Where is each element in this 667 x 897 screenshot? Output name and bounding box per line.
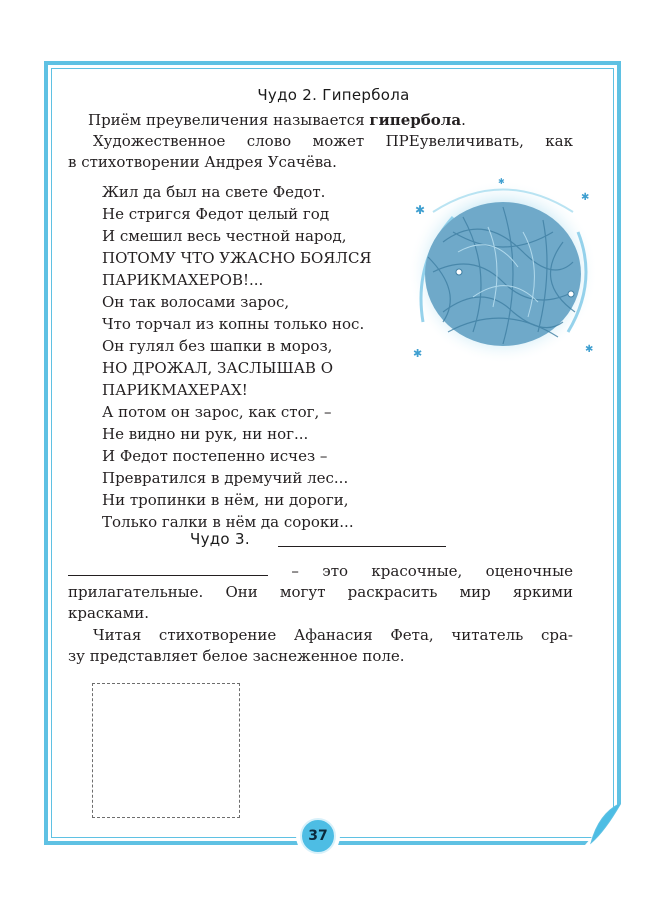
drawing-box[interactable] xyxy=(92,683,240,818)
svg-text:✱: ✱ xyxy=(581,192,590,203)
page-number: 37 xyxy=(300,818,336,854)
section-title-epithet: Чудо 3. xyxy=(190,530,250,548)
svg-text:✱: ✱ xyxy=(498,177,505,186)
poem-line: Он гулял без шапки в мороз, xyxy=(102,337,333,355)
poem-line: Он так волосами зарос, xyxy=(102,293,290,311)
svg-text:✱: ✱ xyxy=(585,344,594,355)
answer-blank-title[interactable] xyxy=(278,546,446,547)
poem-line: Превратился в дремучий лес... xyxy=(102,469,349,487)
poem-line: И смешил весь честной народ, xyxy=(102,227,347,245)
poem-line: Не видно ни рук, ни ног... xyxy=(102,425,309,443)
section-title-hyperbole: Чудо 2. Гипербола xyxy=(257,86,410,104)
poem xyxy=(102,181,422,533)
poem-line: Жил да был на свете Федот. xyxy=(102,183,326,201)
poem-line: А потом он зарос, как стог, – xyxy=(102,403,332,421)
epithet-definition: – это красочные, оценочные прилагательные. Они могут раскрасить мир яркими красками. xyxy=(68,562,573,622)
intro-paragraph: Художественное слово может ПРЕувеличивать, как в стихотворении Андрея Усачёва. xyxy=(68,132,573,171)
svg-text:✱: ✱ xyxy=(415,203,426,217)
poem-line: Не стригся Федот целый год xyxy=(102,205,330,223)
poem-line: Что торчал из копны только нос. xyxy=(102,315,365,333)
poem-line: Только галки в нём да сороки... xyxy=(102,513,354,531)
poem-line: ПОТОМУ ЧТО УЖАСНО БОЯЛСЯ xyxy=(102,249,372,267)
poem-line: НО ДРОЖАЛ, ЗАСЛЫШАВ О xyxy=(102,359,334,377)
answer-blank-term[interactable] xyxy=(68,561,268,576)
poem-line: Ни тропинки в нём, ни дороги, xyxy=(102,491,349,509)
definition-hyperbole: Приём преувеличения называется гипербола. xyxy=(88,111,466,129)
fet-reading-paragraph: Читая стихотворение Афанасия Фета, читатель сра- зу представляет белое заснеженное поле. xyxy=(68,626,573,665)
hairy-fedot-illustration xyxy=(403,172,603,376)
svg-text:✱: ✱ xyxy=(413,347,423,360)
page-curl-corner xyxy=(585,803,621,845)
term-hyperbole: гипербола xyxy=(369,111,462,129)
poem-line: ПАРИКМАХЕРОВ!... xyxy=(102,271,264,289)
poem-line: ПАРИКМАХЕРАХ! xyxy=(102,381,248,399)
poem-line: И Федот постепенно исчез – xyxy=(102,447,328,465)
